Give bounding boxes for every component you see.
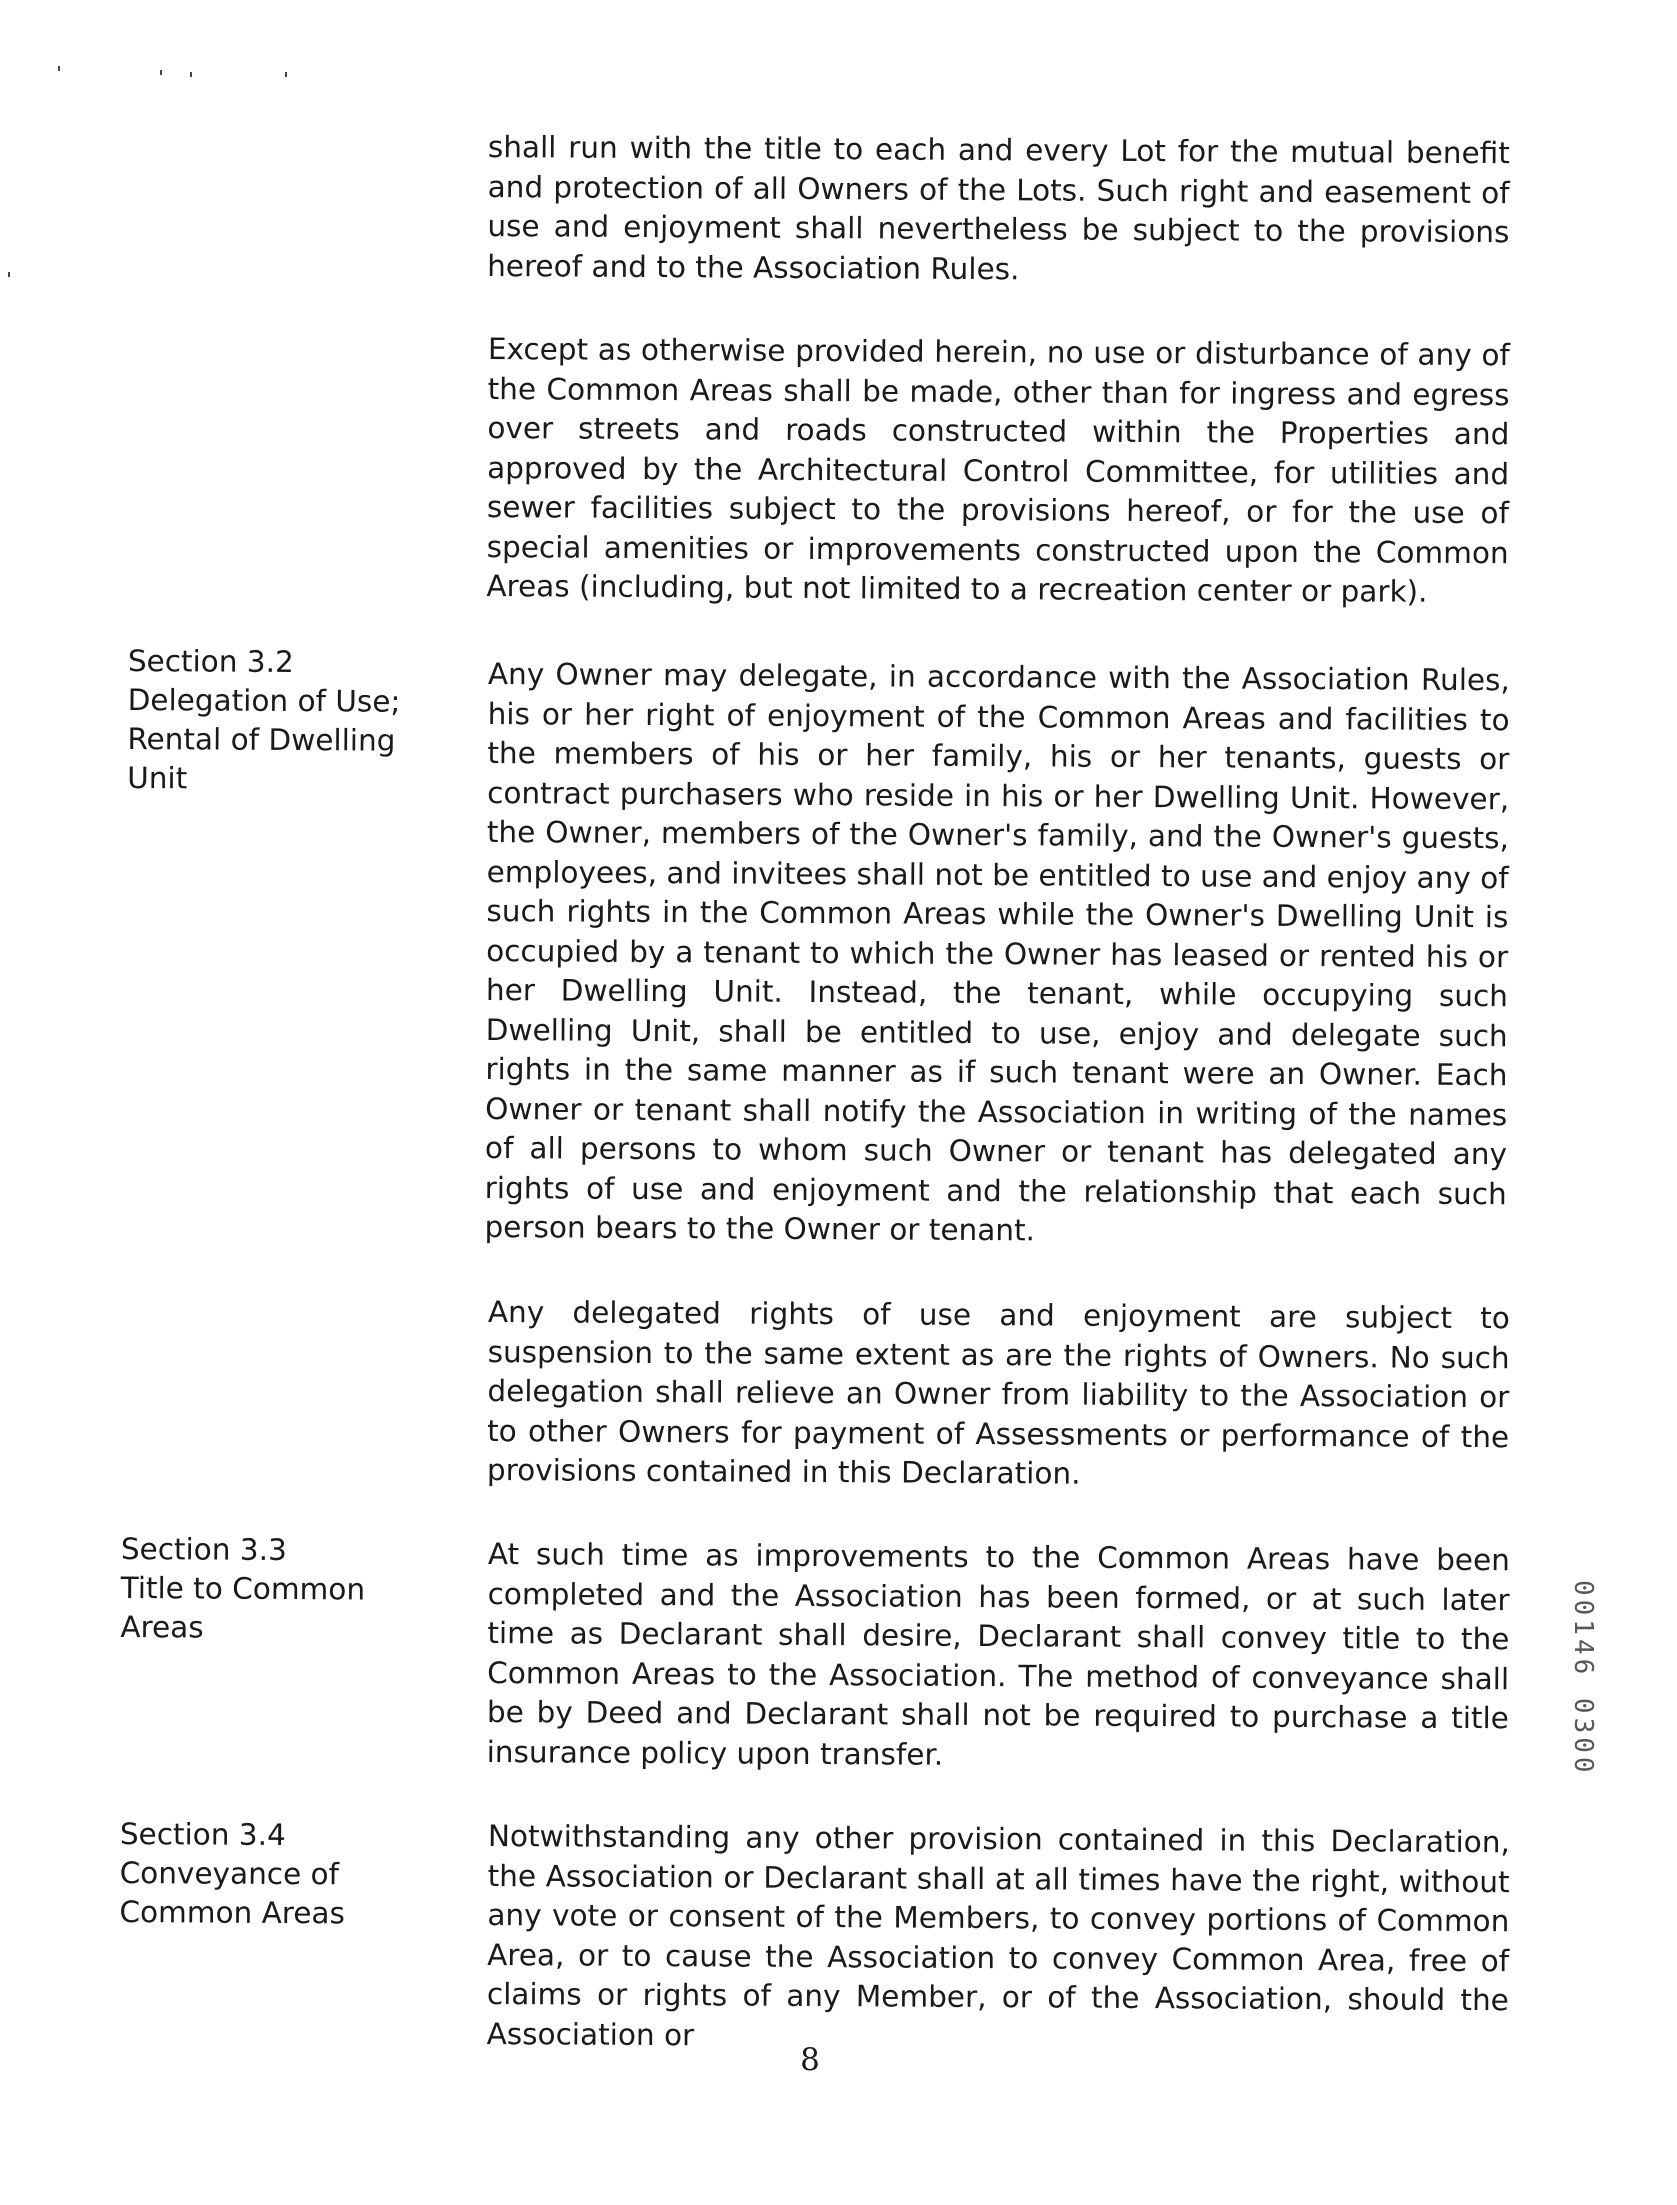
scan-speck: [8, 272, 10, 277]
recording-stamp: 00146 0300: [1568, 1580, 1598, 1777]
section-heading-3-4: [119, 1815, 420, 1934]
paragraph-title-to-common-areas: At such time as improvements to the Common Areas have been completed and the Association has been formed, or at such later time as Declarant shall desire, Declarant shall convey title to the Common Areas to the Association. The method of conveyance shall be by Deed and Declarant shall not be required to purchase a title insurance policy upon transfer.: [486, 1537, 1510, 1772]
section-title-line: Delegation of Use;: [127, 682, 401, 719]
paragraph-common-area-easement: shall run with the title to each and every Lot for the mutual benefit and protection of all Owners of the Lots. Such right and easement of use and enjoyment shall nevertheless be subject to the provisions hereof and to the Association Rules.: [487, 129, 1510, 286]
scan-speck: [190, 72, 192, 77]
section-heading-3-3: [120, 1530, 421, 1649]
paragraph-delegation-of-use: Any Owner may delegate, in accordance with the Association Rules, his or her right of enjoyment of the Common Areas and facilities to the members of his or her family, his or her tenants, guests or contract purchasers who reside in his or her Dwelling Unit. However, the Owner, members of the Owner's family, and the Owner's guests, employees, and invitees shall not be entitled to use and enjoy any of such rights in the Common Areas while the Owner's Dwelling Unit is occupied by a tenant to which the Owner has leased or rented his or her Dwelling Unit. Instead, the tenant, while occupying such Dwelling Unit, shall be entitled to use, enjoy and delegate such rights in the same manner as if such tenant were an Owner. Each Owner or tenant shall notify the Association in writing of the names of all persons to whom such Owner or tenant has delegated any rights of use and enjoyment and the relationship that each such person bears to the Owner or tenant.: [484, 656, 1510, 1248]
page-number: 8: [800, 2042, 820, 2078]
section-number: Section 3.4: [119, 1817, 286, 1853]
paragraph-common-area-use-restriction: Except as otherwise provided herein, no use or disturbance of any of the Common Areas shall be made, other than for ingress and egress over streets and roads constructed within the Properties and approved by the Architectural Control Committee, for utilities and sewer facilities subject to the provisions hereof, or for the use of special amenities or improvements constructed upon the Common Areas (including, but not limited to a recreation center or park).: [486, 331, 1510, 609]
section-heading-3-2: [127, 642, 428, 800]
section-number: Section 3.3: [120, 1532, 287, 1568]
scan-speck: [58, 66, 60, 71]
paragraph-delegated-rights-suspension: Any delegated rights of use and enjoyment are subject to suspension to the same extent as are the rights of Owners. No such delegation shall relieve an Owner from liability to the Association or to other Owners for payment of Assessments or performance of the provisions contained in this Declaration.: [486, 1295, 1510, 1491]
section-title-line: Areas: [120, 1609, 204, 1645]
paragraph-conveyance-of-common-areas: Notwithstanding any other provision contained in this Declaration, the Association or Declarant shall at all times have the right, without any vote or consent of the Members, to convey portions of Common Area, or to cause the Association to convey Common Area, free of claims or rights of any Member, or of the Association, should the Association or: [486, 1819, 1510, 2052]
section-title-line: Unit: [127, 760, 188, 796]
section-title-line: Conveyance of: [119, 1855, 340, 1892]
scan-speck: [160, 70, 162, 75]
section-title-line: Rental of Dwelling: [127, 721, 396, 758]
section-number: Section 3.2: [127, 643, 294, 680]
section-title-line: Common Areas: [119, 1894, 346, 1931]
scan-speck: [285, 72, 287, 77]
section-title-line: Title to Common: [120, 1570, 366, 1607]
